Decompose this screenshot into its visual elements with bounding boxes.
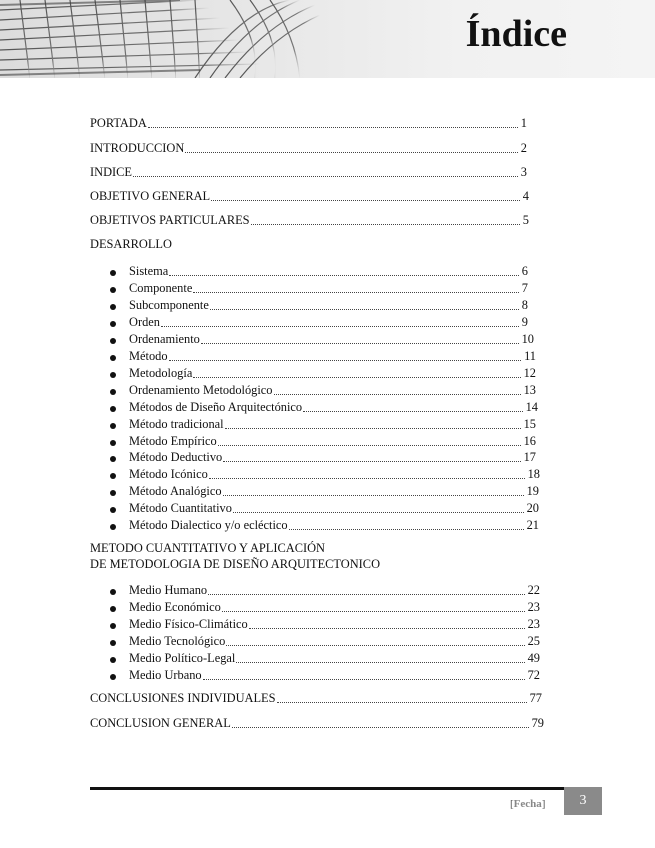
bullet-icon: [110, 524, 116, 530]
dot-leader: [222, 611, 525, 612]
bullet-icon: [110, 372, 116, 378]
toc-entry-page: 4: [522, 189, 529, 203]
toc-subentry[interactable]: [129, 332, 534, 347]
dot-leader: [232, 727, 529, 728]
toc-entry[interactable]: [90, 165, 527, 180]
toc-subentry[interactable]: [129, 281, 528, 296]
toc-entry-page: 77: [529, 691, 542, 705]
toc-entry-label: PORTADA: [90, 116, 147, 130]
toc-subentry[interactable]: [129, 450, 536, 465]
bullet-icon: [110, 406, 116, 412]
dot-leader: [210, 309, 519, 310]
toc-subentry[interactable]: [129, 583, 540, 598]
toc-entry-page: 10: [521, 331, 534, 346]
bullet-icon: [110, 657, 116, 663]
dot-leader: [203, 679, 525, 680]
toc-entry-label: Método Empírico: [129, 433, 217, 448]
toc-entry-page: 79: [531, 716, 544, 730]
bullet-icon: [110, 473, 116, 479]
toc-entry-page: 23: [527, 616, 540, 631]
bullet-icon: [110, 304, 116, 310]
dot-leader: [133, 176, 518, 177]
toc-entry[interactable]: [90, 116, 527, 131]
dot-leader: [223, 461, 520, 462]
toc-subentry[interactable]: [129, 668, 540, 683]
toc-subentry[interactable]: [129, 617, 540, 632]
section-heading-desarrollo: DESARROLLO: [90, 237, 172, 251]
dot-leader: [251, 224, 520, 225]
toc-entry-page: 11: [524, 348, 536, 363]
dot-leader: [169, 275, 519, 276]
toc-entry[interactable]: [90, 141, 527, 156]
toc-entry-label: Método Analógico: [129, 484, 222, 499]
toc-entry-label: Medio Económico: [129, 599, 221, 614]
toc-entry-page: 9: [521, 314, 528, 329]
dot-leader: [249, 628, 525, 629]
toc-entry-label: OBJETIVO GENERAL: [90, 189, 211, 203]
toc-entry-page: 7: [521, 280, 528, 295]
dot-leader: [236, 662, 524, 663]
page-number-box: [564, 787, 602, 815]
toc-entry-page: 5: [522, 213, 529, 227]
toc-entry-label: Método: [129, 348, 168, 363]
toc-entry-label: CONCLUSIONES INDIVIDUALES: [90, 691, 276, 705]
section-heading-metodo-2: DE METODOLOGIA DE DISEÑO ARQUITECTONICO: [90, 557, 381, 571]
bullet-icon: [110, 321, 116, 327]
toc-entry-label: Medio Tecnológico: [129, 633, 226, 648]
section-heading-metodo-1: METODO CUANTITATIVO Y APLICACIÓN: [90, 541, 325, 555]
toc-entry-label: Componente: [129, 280, 193, 295]
bullet-icon: [110, 287, 116, 293]
footer-rule: [90, 787, 564, 790]
toc-subentry[interactable]: [129, 400, 538, 415]
toc-subentry[interactable]: [129, 366, 536, 381]
toc-entry-page: 6: [521, 264, 528, 278]
dot-leader: [148, 127, 518, 128]
toc-subentry[interactable]: [129, 264, 528, 279]
bullet-icon: [110, 423, 116, 429]
bullet-icon: [110, 589, 116, 595]
toc-entry[interactable]: [90, 213, 529, 228]
page-title: Índice: [465, 13, 567, 55]
toc-entry-label: Subcomponente: [129, 297, 209, 312]
dot-leader: [225, 428, 521, 429]
toc-entry-page: 3: [520, 165, 527, 179]
toc-entry-page: 49: [527, 650, 540, 665]
toc-subentry[interactable]: [129, 383, 536, 398]
dot-leader: [161, 326, 519, 327]
toc-entry-page: 25: [527, 633, 540, 648]
bullet-icon: [110, 270, 116, 276]
toc-entry-label: Método tradicional: [129, 416, 224, 431]
toc-entry-label: INTRODUCCION: [90, 141, 185, 155]
bullet-icon: [110, 440, 116, 446]
toc-entry-page: 14: [525, 399, 538, 414]
toc-entry-label: Medio Humano: [129, 583, 208, 597]
toc-entry-label: Sistema: [129, 264, 169, 278]
dot-leader: [277, 702, 527, 703]
toc-entry-label: Método Dialectico y/o ecléctico: [129, 518, 288, 533]
dot-leader: [274, 394, 521, 395]
toc-entry-label: Ordenamiento Metodológico: [129, 382, 273, 397]
toc-subentry[interactable]: [129, 484, 539, 499]
toc-subentry[interactable]: [129, 501, 539, 516]
toc-entry-page: 13: [523, 382, 536, 397]
toc-entry-label: Métodos de Diseño Arquitectónico: [129, 399, 303, 414]
toc-subentry[interactable]: [129, 349, 536, 364]
toc-entry-page: 20: [526, 501, 539, 516]
bullet-icon: [110, 338, 116, 344]
toc-entry-page: 23: [527, 599, 540, 614]
bullet-icon: [110, 389, 116, 395]
toc-subentry[interactable]: [129, 434, 536, 449]
toc-entry-page: 15: [523, 416, 536, 431]
toc-subentry[interactable]: [129, 600, 540, 615]
toc-subentry[interactable]: [129, 518, 539, 533]
toc-entry-page: 2: [520, 141, 527, 155]
dot-leader: [223, 495, 524, 496]
dot-leader: [233, 512, 524, 513]
toc-entry-page: 12: [523, 365, 536, 380]
dot-leader: [169, 360, 522, 361]
toc-entry-label: INDICE: [90, 165, 132, 179]
toc-subentry[interactable]: [129, 417, 536, 432]
toc-entry-label: Método Deductivo: [129, 450, 223, 465]
toc-subentry[interactable]: [129, 298, 528, 313]
toc-entry-label: Orden: [129, 314, 160, 329]
toc-entry-label: Método Icónico: [129, 467, 208, 482]
toc-entry-label: CONCLUSION GENERAL: [90, 716, 231, 730]
dot-leader: [211, 200, 520, 201]
toc-entry-label: Método Cuantitativo: [129, 501, 232, 516]
toc-entry-page: 19: [526, 484, 539, 499]
bullet-icon: [110, 490, 116, 496]
toc-subentry[interactable]: [129, 315, 528, 330]
toc-entry-label: Medio Físico-Climático: [129, 616, 248, 631]
toc-subentry[interactable]: [129, 634, 540, 649]
bullet-icon: [110, 640, 116, 646]
toc-subentry[interactable]: [129, 467, 540, 482]
toc-entry-page: 21: [526, 518, 539, 533]
toc-entry-label: OBJETIVOS PARTICULARES: [90, 213, 250, 227]
footer-date: [Fecha]: [510, 798, 546, 810]
toc-entry-page: 72: [527, 667, 540, 682]
bullet-icon: [110, 456, 116, 462]
toc-entry-label: Metodología: [129, 365, 193, 380]
toc-entry[interactable]: [90, 691, 542, 706]
toc-entry-label: Medio Urbano: [129, 667, 202, 682]
toc-entry[interactable]: [90, 189, 529, 204]
dot-leader: [226, 645, 524, 646]
toc-entry-page: 8: [521, 297, 528, 312]
toc-entry-page: 1: [520, 116, 527, 130]
dot-leader: [193, 377, 520, 378]
toc-entry-label: Ordenamiento: [129, 331, 200, 346]
bullet-icon: [110, 355, 116, 361]
page-number: 3: [579, 793, 587, 808]
bullet-icon: [110, 674, 116, 680]
toc-entry-page: 17: [523, 450, 536, 465]
dot-leader: [208, 594, 524, 595]
dot-leader: [303, 411, 523, 412]
dot-leader: [201, 343, 519, 344]
toc-entry-page: 16: [523, 433, 536, 448]
date-placeholder: Fecha: [513, 798, 542, 810]
toc-entry-label: Medio Político-Legal: [129, 650, 236, 665]
dot-leader: [185, 152, 517, 153]
bullet-icon: [110, 606, 116, 612]
toc-entry-page: 18: [527, 467, 540, 482]
dot-leader: [193, 292, 518, 293]
dot-leader: [218, 445, 521, 446]
dot-leader: [289, 529, 524, 530]
dot-leader: [209, 478, 525, 479]
toc-entry[interactable]: [90, 716, 544, 731]
bullet-icon: [110, 623, 116, 629]
toc-subentry[interactable]: [129, 651, 540, 666]
bullet-icon: [110, 507, 116, 513]
toc-entry-page: 22: [527, 583, 540, 597]
